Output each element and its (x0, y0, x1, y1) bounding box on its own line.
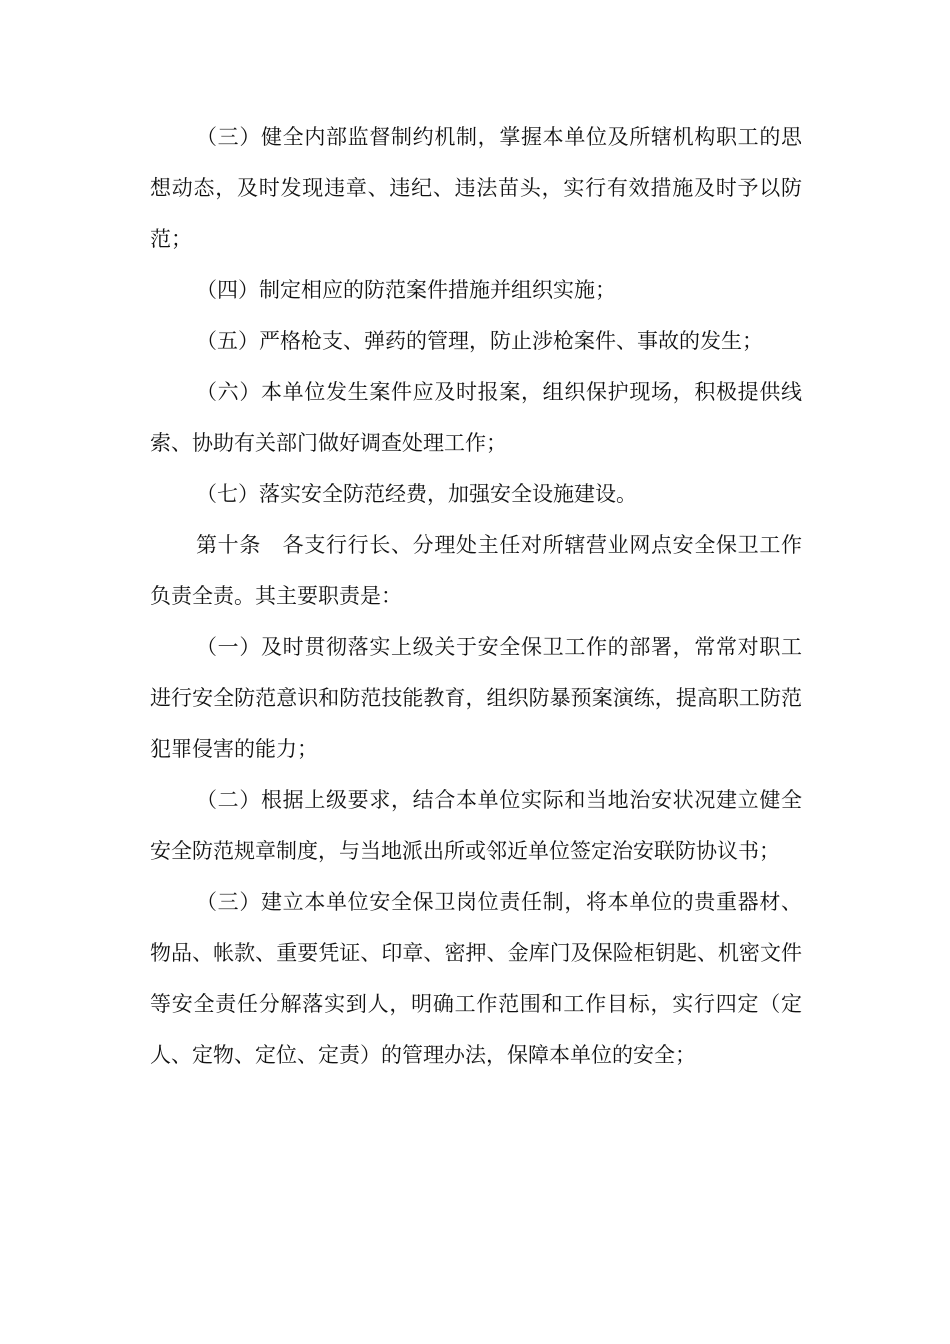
paragraph-item-7: （七）落实安全防范经费，加强安全设施建设。 (196, 482, 637, 506)
paragraph-item-5: （五）严格枪支、弹药的管理，防止涉枪案件、事故的发生； (196, 329, 763, 353)
paragraph-item-6: （六）本单位发生案件应及时报案，组织保护现场，积极提供线索、协助有关部门做好调查处理工作； (150, 380, 802, 455)
document-body (150, 112, 802, 1081)
paragraph-item-3: （三）健全内部监督制约机制，掌握本单位及所辖机构职工的思想动态，及时发现违章、违纪、违法苗头，实行有效措施及时予以防范； (150, 125, 802, 251)
paragraph-item-4: （四）制定相应的防范案件措施并组织实施； (196, 278, 616, 302)
article-ten-item-3: （三）建立本单位安全保卫岗位责任制，将本单位的贵重器材、物品、帐款、重要凭证、印章、密押、金库门及保险柜钥匙、机密文件等安全责任分解落实到人，明确工作范围和工作目标，实行四定（定人、定物、定位、定责）的管理办法，保障本单位的安全； (150, 890, 802, 1067)
article-ten-item-1: （一）及时贯彻落实上级关于安全保卫工作的部署，常常对职工进行安全防范意识和防范技能教育，组织防暴预案演练，提高职工防范犯罪侵害的能力； (150, 635, 802, 761)
article-ten-heading-paragraph: 第十条 各支行行长、分理处主任对所辖营业网点安全保卫工作负责全责。其主要职责是： (150, 533, 802, 608)
article-ten-item-2: （二）根据上级要求，结合本单位实际和当地治安状况建立健全安全防范规章制度，与当地派出所或邻近单位签定治安联防协议书； (150, 788, 802, 863)
